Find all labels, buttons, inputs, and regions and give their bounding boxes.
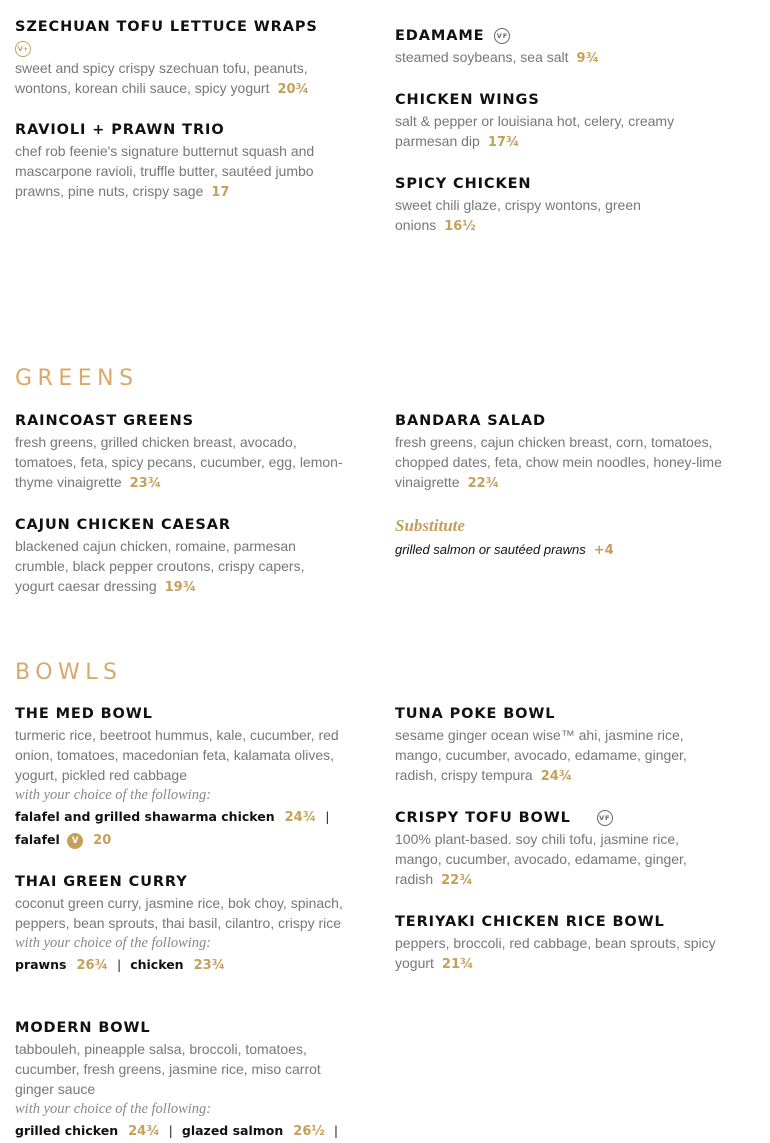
item-description: sweet chili glaze, crispy wontons, green onions 16½	[395, 197, 641, 234]
item-name: MODERN BOWL	[15, 1020, 151, 1036]
option-label: prawns	[15, 957, 67, 972]
item-description: peppers, broccoli, red cabbage, bean sprouts, spicy yogurt 21¾	[395, 935, 716, 972]
menu-item-med-bowl	[15, 704, 345, 852]
item-description: sweet and spicy crispy szechuan tofu, peanuts, wontons, korean chili sauce, spicy yogurt 20¾	[15, 60, 310, 97]
item-name: BANDARA SALAD	[395, 413, 546, 429]
item-price: 9¾	[576, 51, 600, 66]
item-price: 22¾	[467, 476, 500, 491]
divider: |	[325, 809, 330, 824]
item-description: blackened cajun chicken, romaine, parmesan crumble, black pepper croutons, crispy capers, yogurt caesar dressing 19¾	[15, 538, 305, 595]
menu-item-spicy-chicken	[395, 174, 725, 237]
option-price: 23¾	[193, 958, 226, 973]
item-description: fresh greens, grilled chicken breast, avocado, tomatoes, feta, spicy pecans, cucumber, egg, lemon-thyme vinaigrette 23¾	[15, 434, 343, 491]
item-description: salt & pepper or louisiana hot, celery, creamy parmesan dip 17¾	[395, 113, 675, 150]
options-row	[15, 829, 345, 852]
substitute-note	[395, 515, 725, 562]
options-row	[15, 1120, 345, 1143]
item-name: EDAMAME	[395, 28, 485, 44]
section-title-bowls: BOWLS	[15, 660, 123, 685]
item-price: 16½	[444, 219, 476, 234]
item-name: CAJUN CHICKEN CAESAR	[15, 517, 231, 533]
menu-item-cajun-chicken-caesar	[15, 515, 345, 598]
menu-item-modern-bowl	[15, 1018, 345, 1143]
option-label: glazed salmon	[181, 1123, 284, 1138]
item-name: RAINCOAST GREENS	[15, 413, 194, 429]
item-description: chef rob feenie's signature butternut squash and mascarpone ravioli, truffle butter, sautéed jumbo prawns, pine nuts, crispy sage 17	[15, 143, 315, 200]
choice-prompt: with your choice of the following:	[15, 935, 212, 951]
option-label: grilled chicken	[15, 1123, 119, 1138]
item-price: 23¾	[129, 476, 162, 491]
vegan-plus-icon: V+	[15, 41, 31, 57]
vegetarian-icon: V	[67, 833, 83, 849]
menu-item-ravioli-prawn-trio	[15, 120, 345, 203]
item-description: sesame ginger ocean wise™ ahi, jasmine rice, mango, cucumber, avocado, edamame, ginger, radish, crispy tempura 24¾	[395, 727, 687, 784]
item-description: 100% plant-based. soy chili tofu, jasmine rice, mango, cucumber, avocado, edamame, ginger, radish 22¾	[395, 831, 687, 888]
item-name: CRISPY TOFU BOWL	[395, 810, 571, 826]
menu-item-bandara-salad	[395, 411, 725, 494]
menu-item-teriyaki-chicken-rice-bowl	[395, 912, 725, 975]
item-name: SZECHUAN TOFU LETTUCE WRAPS	[15, 19, 318, 35]
item-description: fresh greens, cajun chicken breast, corn, tomatoes, chopped dates, feta, chow mein noodles, honey-lime vinaigrette 22¾	[395, 434, 722, 491]
item-name: RAVIOLI + PRAWN TRIO	[15, 122, 225, 138]
item-price: 17	[211, 185, 230, 200]
substitute-title: Substitute	[395, 516, 465, 535]
item-name: THE MED BOWL	[15, 706, 153, 722]
option-price: 24¾	[284, 810, 317, 825]
section-title-greens: GREENS	[15, 366, 139, 391]
option-label: falafel	[15, 832, 60, 847]
item-price: 17¾	[487, 135, 520, 150]
menu-item-crispy-tofu-bowl	[395, 808, 725, 891]
divider: |	[168, 1123, 173, 1138]
menu-item-edamame	[395, 26, 725, 69]
options-row	[15, 954, 345, 977]
item-price: 24¾	[540, 769, 573, 784]
item-price: 20¾	[277, 82, 310, 97]
divider: |	[333, 1123, 339, 1138]
choice-prompt: with your choice of the following:	[15, 1101, 212, 1117]
options-row	[15, 806, 345, 829]
option-price: 26¾	[76, 958, 108, 973]
substitute-text: grilled salmon or sautéed prawns +4	[395, 542, 614, 558]
option-price: 24¾	[128, 1124, 160, 1139]
menu-item-tuna-poke-bowl	[395, 704, 725, 787]
option-price: 20	[93, 833, 112, 848]
item-description: coconut green curry, jasmine rice, bok choy, spinach, peppers, bean sprouts, thai basil, cilantro, crispy rice	[15, 895, 343, 931]
menu-item-raincoast-greens	[15, 411, 345, 494]
item-description: steamed soybeans, sea salt 9¾	[395, 49, 600, 66]
item-description: tabbouleh, pineapple salsa, broccoli, tomatoes, cucumber, fresh greens, jasmine rice, miso carrot ginger sauce	[15, 1041, 321, 1097]
item-name: THAI GREEN CURRY	[15, 874, 188, 890]
item-description: turmeric rice, beetroot hummus, kale, cucumber, red onion, tomatoes, macedonian feta, kalamata olives, yogurt, pickled red cabbage	[15, 727, 339, 783]
divider: |	[117, 957, 122, 972]
item-price: 22¾	[441, 873, 473, 888]
vegan-friendly-icon: VF	[494, 28, 510, 44]
option-price: 26½	[293, 1124, 325, 1139]
choice-prompt: with your choice of the following:	[15, 787, 212, 803]
item-price: 19¾	[164, 580, 197, 595]
vegan-friendly-icon: VF	[597, 810, 613, 826]
item-name: SPICY CHICKEN	[395, 176, 532, 192]
item-name: TUNA POKE BOWL	[395, 706, 556, 722]
menu-item-szechuan-tofu-lettuce-wraps	[15, 17, 345, 100]
menu-item-chicken-wings	[395, 90, 725, 153]
item-name: CHICKEN WINGS	[395, 92, 540, 108]
item-name: TERIYAKI CHICKEN RICE BOWL	[395, 914, 665, 930]
menu-item-thai-green-curry	[15, 872, 345, 977]
substitute-price: +4	[593, 543, 614, 558]
option-label: falafel and grilled shawarma chicken	[15, 809, 275, 824]
option-label: chicken	[130, 957, 184, 972]
item-price: 21¾	[441, 957, 474, 972]
